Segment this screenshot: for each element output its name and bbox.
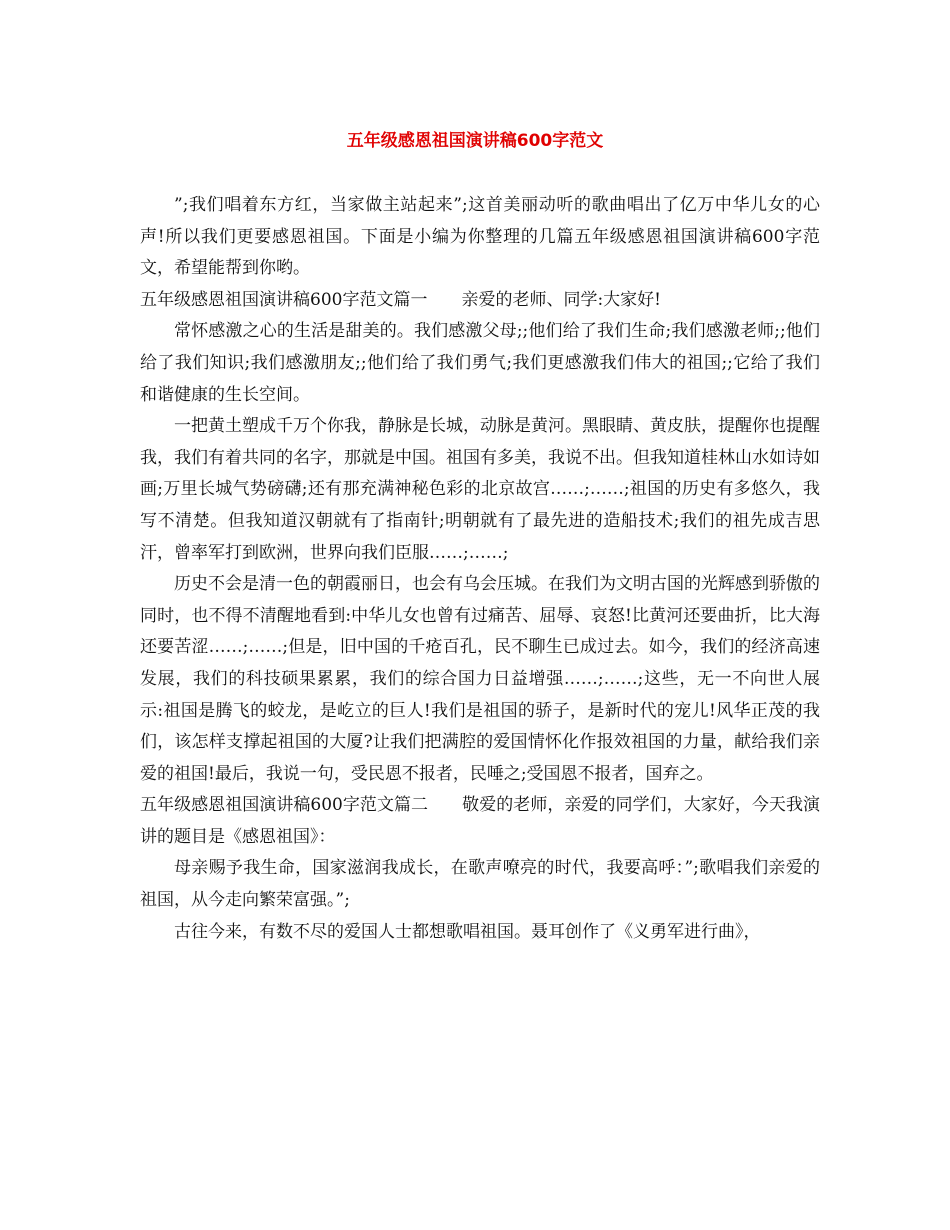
paragraph: 一把黄土塑成千万个你我，静脉是长城，动脉是黄河。黑眼睛、黄皮肤，提醒你也提醒我，我们有着共同的名字，那就是中国。祖国有多美，我说不出。但我知道桂林山水如诗如画;万里长城气势磅礴;还有那充满神秘色彩的北京故宫……;……;祖国的历史有多悠久，我写不清楚。但我知道汉朝就有了指南针;明朝就有了最先进的造船技术;我们的祖先成吉思汗，曾率军打到欧洲，世界向我们臣服……;……; [140, 416, 820, 563]
document-body [140, 190, 820, 948]
paragraph: 古往今来，有数不尽的爱国人士都想歌唱祖国。聂耳创作了《义勇军进行曲》， [174, 921, 761, 942]
paragraph-intro: ”;我们唱着东方红，当家做主站起来”;这首美丽动听的歌曲唱出了亿万中华儿女的心声!所以我们更要感恩祖国。下面是小编为你整理的几篇五年级感恩祖国演讲稿600字范文，希望能帮到你哟。 [140, 195, 820, 279]
paragraph: 母亲赐予我生命，国家滋润我成长，在歌声嘹亮的时代，我要高呼：”;歌唱我们亲爱的祖国，从今走向繁荣富强。”; [140, 858, 820, 911]
paragraph: 常怀感激之心的生活是甜美的。我们感激父母;;他们给了我们生命;我们感激老师;;他们给了我们知识;我们感激朋友;;他们给了我们勇气;我们更感激我们伟大的祖国;;它给了我们和谐健康的生长空间。 [140, 321, 820, 405]
paragraph: 历史不会是清一色的朝霞丽日，也会有乌会压城。在我们为文明古国的光辉感到骄傲的同时，也不得不清醒地看到:中华儿女也曾有过痛苦、屈辱、哀怒!比黄河还要曲折，比大海还要苦涩……;……;但是，旧中国的千疮百孔，民不聊生已成过去。如今，我们的经济高速发展，我们的科技硕果累累，我们的综合国力日益增强……;……;这些，无一不向世人展示:祖国是腾飞的蛟龙，是屹立的巨人!我们是祖国的骄子，是新时代的宠儿!风华正茂的我们，该怎样支撑起祖国的大厦?让我们把满腔的爱国情怀化作报效祖国的力量，献给我们亲爱的祖国!最后，我说一句，受民恩不报者，民唾之;受国恩不报者，国弃之。 [140, 574, 820, 784]
section-heading-2: 五年级感恩祖国演讲稿600字范文篇二 敬爱的老师，亲爱的同学们，大家好，今天我演讲的题目是《感恩祖国》： [140, 795, 820, 847]
section-heading-1: 五年级感恩祖国演讲稿600字范文篇一 亲爱的老师、同学:大家好! [140, 289, 662, 310]
document-title: 五年级感恩祖国演讲稿600字范文 [346, 131, 604, 151]
